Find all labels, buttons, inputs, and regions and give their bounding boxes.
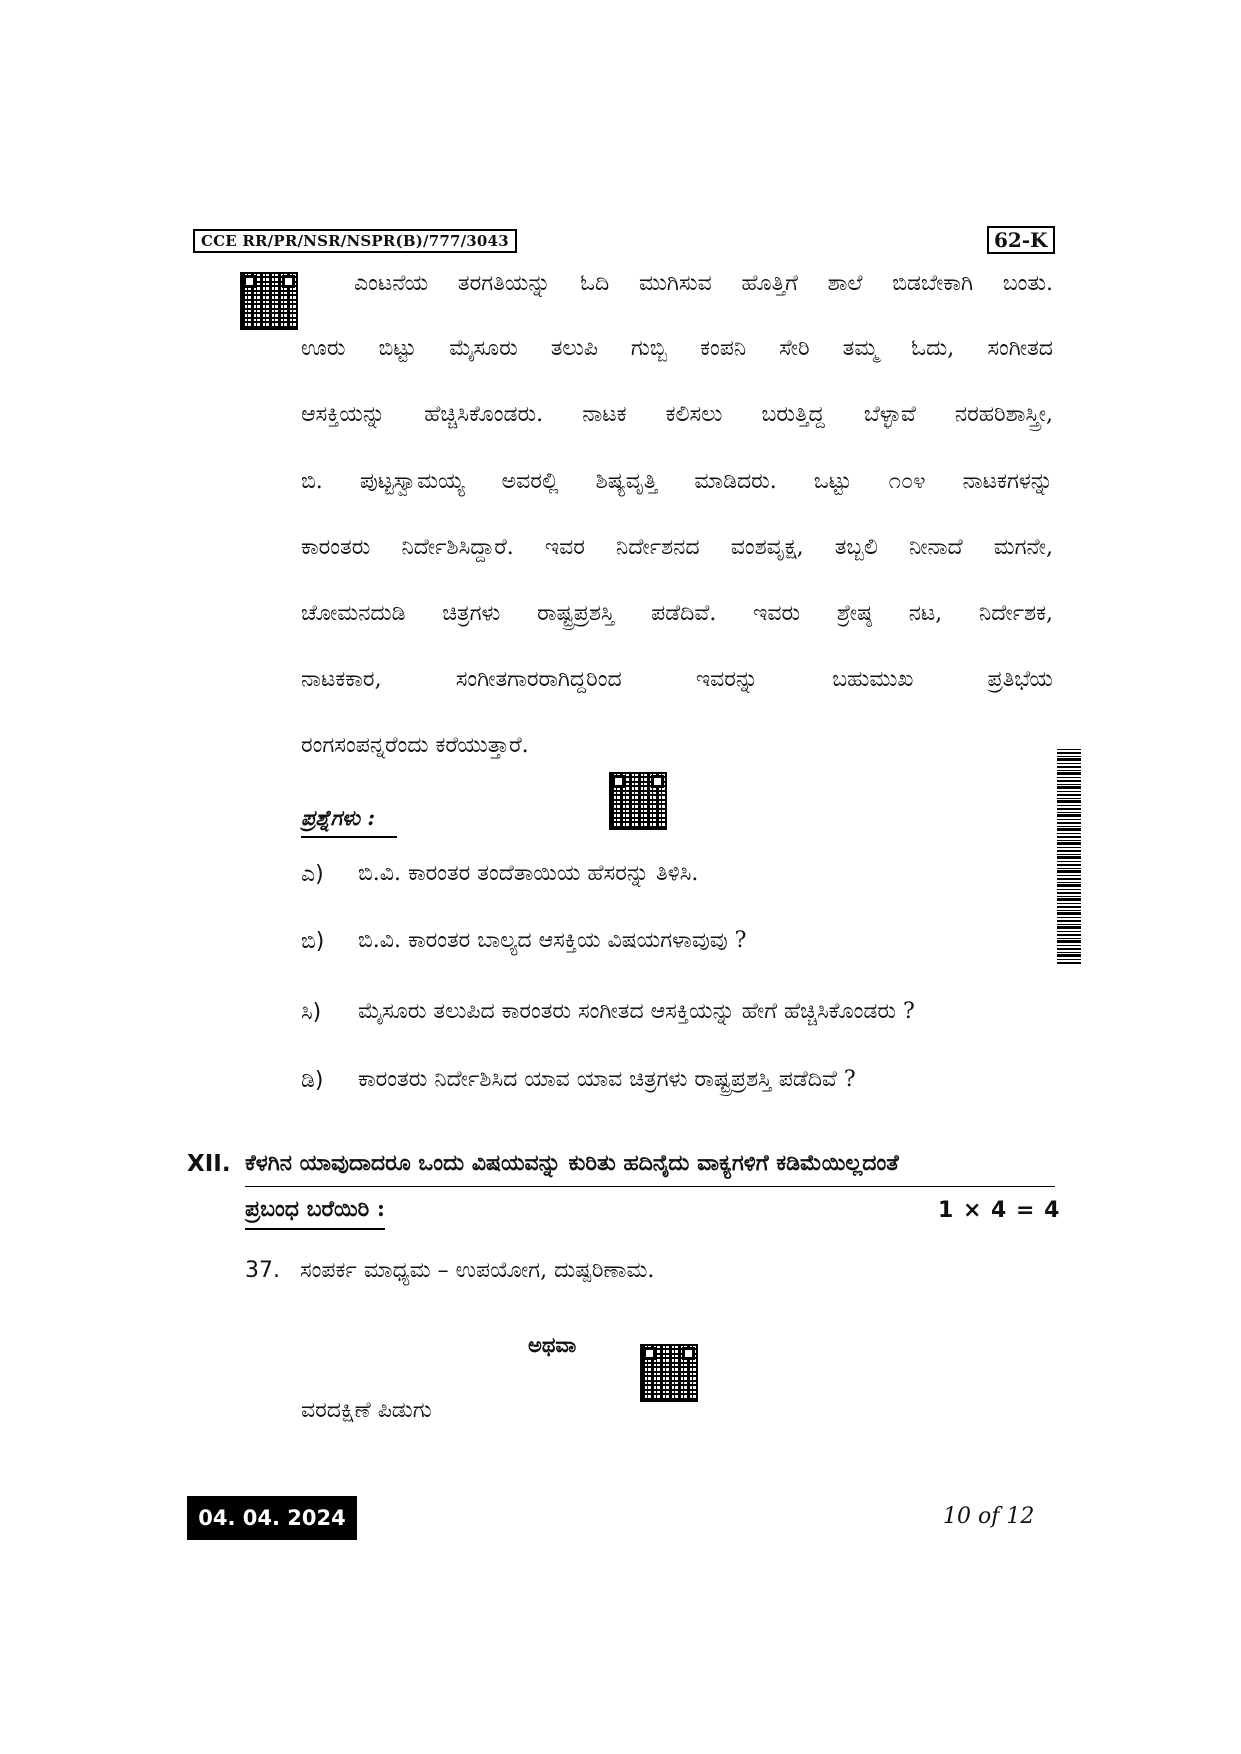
divider bbox=[245, 1186, 1055, 1187]
passage-line: ಬಿ. ಪುಟ್ಟಸ್ವಾಮಯ್ಯ ಅವರಲ್ಲಿ ಶಿಷ್ಯವೃತ್ತಿ ಮಾಡಿದರು. ಒಟ್ಟು ೧೦೪ ನಾಟಕಗಳನ್ನು bbox=[301, 469, 1053, 494]
question-number: 37. bbox=[245, 1258, 280, 1283]
questions-heading: ಪ್ರಶ್ನೆಗಳು : bbox=[301, 805, 397, 838]
question-label: ಸಿ) bbox=[301, 1000, 322, 1025]
alternate-topic: ವರದಕ್ಷಿಣೆ ಪಿಡುಗು bbox=[301, 1398, 432, 1423]
barcode-icon bbox=[1057, 748, 1081, 964]
passage-line: ಚೋಮನದುಡಿ ಚಿತ್ರಗಳು ರಾಷ್ಟ್ರಪ್ರಶಸ್ತಿ ಪಡೆದಿವೆ. ಇವರು ಶ್ರೇಷ್ಠ ನಟ, ನಿರ್ದೇಶಕ, bbox=[301, 601, 1053, 626]
section-number: XII. bbox=[187, 1151, 231, 1177]
passage-line: ರಂಗಸಂಪನ್ನರೆಂದು ಕರೆಯುತ್ತಾರೆ. bbox=[301, 733, 529, 758]
question-text: ಬಿ.ವಿ. ಕಾರಂತರ ತಂದೆತಾಯಿಯ ಹೆಸರನ್ನು ತಿಳಿಸಿ. bbox=[358, 861, 699, 886]
essay-question bbox=[245, 1258, 654, 1283]
question-label: ಬಿ) bbox=[301, 929, 325, 954]
section-instruction: ಕೆಳಗಿನ ಯಾವುದಾದರೂ ಒಂದು ವಿಷಯವನ್ನು ಕುರಿತು ಹದಿನೈದು ವಾಕ್ಯಗಳಿಗೆ ಕಡಿಮೆಯಿಲ್ಲದಂತೆ bbox=[245, 1150, 899, 1176]
question-label: ಡಿ) bbox=[301, 1068, 324, 1093]
passage-line: ಆಸಕ್ತಿಯನ್ನು ಹೆಚ್ಚಿಸಿಕೊಂಡರು. ನಾಟಕ ಕಲಿಸಲು ಬರುತ್ತಿದ್ದ ಬೆಳ್ಳಾವೆ ನರಹರಿಶಾಸ್ತ್ರೀ, bbox=[301, 402, 1053, 427]
exam-date: 04. 04. 2024 bbox=[187, 1496, 357, 1540]
question-text: ಕಾರಂತರು ನಿರ್ದೇಶಿಸಿದ ಯಾವ ಯಾವ ಚಿತ್ರಗಳು ರಾಷ್ಟ್ರಪ್ರಶಸ್ತಿ ಪಡೆದಿವೆ ? bbox=[358, 1067, 856, 1092]
exam-code: CCE RR/PR/NSR/NSPR(B)/777/3043 bbox=[193, 229, 517, 253]
question-text: ಮೈಸೂರು ತಲುಪಿದ ಕಾರಂತರು ಸಂಗೀತದ ಆಸಕ್ತಿಯನ್ನು ಹೇಗೆ ಹೆಚ್ಚಿಸಿಕೊಂಡರು ? bbox=[358, 999, 915, 1024]
passage-line: ಕಾರಂತರು ನಿರ್ದೇಶಿಸಿದ್ದಾರೆ. ಇವರ ನಿರ್ದೇಶನದ ವಂಶವೃಕ್ಷ, ತಬ್ಬಲಿ ನೀನಾದೆ ಮಗನೇ, bbox=[301, 535, 1053, 560]
essay-topic: ಸಂಪರ್ಕ ಮಾಧ್ಯಮ – ಉಪಯೋಗ, ದುಷ್ಪರಿಣಾಮ. bbox=[300, 1258, 655, 1283]
qr-code-icon bbox=[609, 772, 667, 830]
passage-line: ನಾಟಕಕಾರ, ಸಂಗೀತಗಾರರಾಗಿದ್ದರಿಂದ ಇವರನ್ನು ಬಹುಮುಖ ಪ್ರತಿಭೆಯ bbox=[301, 667, 1053, 692]
page-number: 10 of 12 bbox=[943, 1504, 1035, 1529]
question-label: ಎ) bbox=[301, 862, 324, 887]
section-subheading: ಪ್ರಬಂಧ ಬರೆಯಿರಿ : bbox=[245, 1196, 385, 1230]
paper-code: 62-K bbox=[987, 226, 1055, 254]
qr-code-icon bbox=[240, 272, 298, 330]
passage-line: ಊರು ಬಿಟ್ಟು ಮೈಸೂರು ತಲುಪಿ ಗುಬ್ಬಿ ಕಂಪನಿ ಸೇರಿ ತಮ್ಮ ಓದು, ಸಂಗೀತದ bbox=[301, 336, 1053, 361]
question-text: ಬಿ.ವಿ. ಕಾರಂತರ ಬಾಲ್ಯದ ಆಸಕ್ತಿಯ ವಿಷಯಗಳಾವುವು ? bbox=[358, 928, 747, 953]
passage-line: ಎಂಟನೆಯ ತರಗತಿಯನ್ನು ಓದಿ ಮುಗಿಸುವ ಹೊತ್ತಿಗೆ ಶಾಲೆ ಬಿಡಬೇಕಾಗಿ ಬಂತು. bbox=[354, 271, 1053, 296]
or-label: ಅಥವಾ bbox=[528, 1332, 577, 1357]
qr-code-icon bbox=[640, 1344, 698, 1402]
marks: 1 × 4 = 4 bbox=[938, 1198, 1061, 1223]
